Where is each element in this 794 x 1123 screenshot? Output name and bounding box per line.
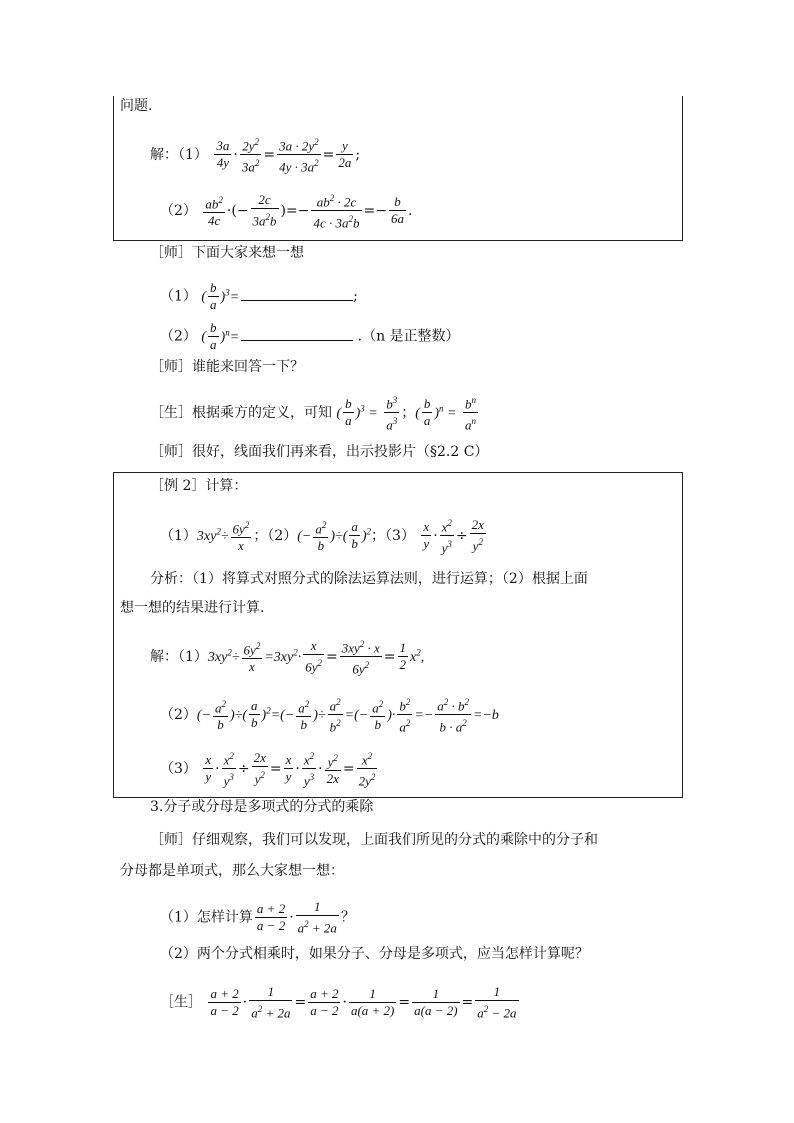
fraction: $\frac{1}{a(a + 2)}$ [350,986,395,1019]
fraction: $\frac{a + 2}{a - 2}$ [256,901,286,934]
think-question-2: （2） ( $\frac{b}{a}$ )$^n$= .（n 是正整数） [160,320,460,352]
example2-solution-3: （3） $\frac{x}{y}$ · $\frac{x^2}{y^3}$ ÷ $\frac{2x}{y^2}$ = $\frac{x}{y}$ · $\frac{x^2}{y^3}$ · $\frac{y^2}{2x}$ = $\frac{x^2}{2y^2}$ [160,748,379,790]
fraction: $\frac{y^2}{2x}$ [325,750,341,787]
section-heading: 3.分子或分母是多项式的分式的乘除 [150,799,374,815]
fraction: $\frac{b}{a}$ [210,280,217,312]
fraction: $\frac{a^2 \cdot b^2}{b \cdot a^2}$ [435,694,471,736]
fraction: $\frac{x}{y}$ [285,752,292,785]
fraction: $\frac{a}{b}$ [251,698,258,731]
teacher-observe-1: ［师］仔细观察，我们可以发现，上面我们所见的分式的乘除中的分子和 [150,832,598,848]
problem-end-text: 问题. [120,98,153,114]
fraction: $\frac{b}{a}$ [423,396,431,429]
fraction: $\frac{3xy^2 \cdot x}{6y^2}$ [340,636,382,678]
fraction: $\frac{1}{2}$ [399,640,407,673]
example2-solution-1: 解：$(1)3xy^2\div$ $\frac{6y^2}{x}$ $=3xy^2\cdot$ $\frac{x}{6y^2}$ = $\frac{3xy^2 \cdot x}{6y^2}$ = $\frac{1}{2}$ $x^2$, [150,636,424,678]
fraction: $\frac{1}{a^2 + 2a}$ [297,899,337,936]
fraction: $\frac{b^3}{a^3}$ [384,392,399,434]
fraction: $\frac{a^2}{b}$ [296,696,311,733]
fraction: $\frac{2x}{y^2}$ [471,517,484,554]
fraction: $\frac{y}{2a}$ [338,138,352,171]
teacher-ask: ［师］谁能来回答一下？ [150,359,304,375]
fraction: $\frac{x}{6y^2}$ [305,638,322,675]
fraction: $\frac{1}{a(a - 2)}$ [414,986,458,1019]
fraction: $\frac{x}{y}$ [423,519,430,552]
fraction: $\frac{a^2}{b^2}$ [328,694,343,736]
fraction: $\frac{ab^2}{4c}$ [203,192,225,229]
solve-label: 解： [150,146,178,163]
answer-blank [241,300,353,301]
fraction: $\frac{x^2}{y^3}$ [440,515,454,557]
fraction: $\frac{2y^2}{3a^2}$ [240,134,262,176]
part-label: （2） [160,202,197,219]
fraction: $\frac{a + 2}{a - 2}$ [310,986,339,1019]
fraction: $\frac{a^2}{b}$ [370,696,385,733]
fraction: $\frac{3a}{4y}$ [216,138,230,171]
example1-solution-line1: 解：（1） $\frac{3a}{4y}$ · $\frac{2y^2}{3a^2}$ = $\frac{3a \cdot 2y^2}{4y \cdot 3a^2}$ = $\frac{y}{2a}$ ; [150,134,360,176]
fraction: $\frac{a^2}{b}$ [213,696,228,733]
teacher-next: ［师］很好，线面我们再来看，出示投影片（§2.2 C） [150,444,489,460]
fraction: $\frac{2x}{y^2}$ [253,750,266,787]
fraction: $\frac{a^2}{b}$ [313,517,328,554]
fraction: $\frac{x^2}{2y^2}$ [357,748,378,790]
fraction: $\frac{3a \cdot 2y^2}{4y \cdot 3a^2}$ [277,134,321,176]
fraction: $\frac{b}{a}$ [345,396,352,429]
fraction: $\frac{x}{y}$ [205,752,212,785]
teacher-think: ［师］下面大家来想一想 [150,245,304,261]
note: （n 是正整数） [362,328,460,345]
answer-blank [241,340,353,341]
fraction: $\frac{x^2}{y^3}$ [302,748,316,790]
fraction: $\frac{6y^2}{x}$ [231,517,252,554]
question-1: （1）怎样计算 $\frac{a + 2}{a - 2}$ · $\frac{1}{a^2 + 2a}$ ？ [160,899,355,936]
part-label: （1） [178,146,208,163]
fraction: $\frac{ab^2 \cdot 2c}{4c \cdot 3a^2b}$ [311,190,361,232]
analysis-line2: 想一想的结果进行计算. [120,600,265,616]
fraction: $\frac{x^2}{y^3}$ [222,748,236,790]
example2-solution-2: （2）(− $\frac{a^2}{b}$ )÷( $\frac{a}{b}$ )$^2$=(− $\frac{a^2}{b}$ )÷ $\frac{a^2}{b^2}$ =(− $\frac{a^2}{b}$ )· $\frac{b^2}{a^2}$ =− $\frac{a^2 \cdot b^2}{b \cdot a^2}$ =−b [160,694,499,736]
student-answer: ［生］根据乘方的定义，可知 ( $\frac{b}{a}$ )$^3$ = $\frac{b^3}{a^3}$ ；( $\frac{b}{a}$ )$^n$ = $\frac{b^n}{a^n}$ [150,392,480,434]
example1-solution-line2: （2） $\frac{ab^2}{4c}$ ·(− $\frac{2c}{3a^2b}$ )=− $\frac{ab^2 \cdot 2c}{4c \cdot 3a^2b}$ =− $\frac{b}{6a}$ . [160,190,412,232]
fraction: $\frac{6y^2}{x}$ [242,638,263,675]
think-question-1: （1） ( $\frac{b}{a}$ )$^3$= ; [160,280,358,312]
fraction: $\frac{a + 2}{a - 2}$ [210,986,239,1019]
fraction: $\frac{b^n}{a^n}$ [463,392,478,434]
fraction: $\frac{b}{6a}$ [390,194,404,227]
teacher-observe-2: 分母都是单项式，那么大家想一想： [120,863,344,879]
fraction: $\frac{b^2}{a^2}$ [397,694,412,736]
fraction: $\frac{2c}{3a^2b}$ [252,192,277,229]
analysis-line1: 分析：（1）将算式对照分式的除法运算法则，进行运算；（2）根据上面 [150,571,588,587]
fraction: $\frac{a}{b}$ [351,519,358,552]
fraction: $\frac{1}{a^2 + 2a}$ [251,984,291,1021]
example2-title: ［例 2］计算： [150,478,248,494]
student-solution: ［生］ $\frac{a + 2}{a - 2}$ · $\frac{1}{a^2 + 2a}$ = $\frac{a + 2}{a - 2}$ · $\frac{1}{a(a + 2)}$ = $\frac{1}{a(a - 2)}$ = $\frac{1}{a^2 - 2a}$ [160,984,517,1021]
fraction: $\frac{1}{a^2 - 2a}$ [477,984,517,1021]
example2-problems: $(1)3xy^2\div$ $\frac{6y^2}{x}$ ；（2）(− $\frac{a^2}{b}$ )÷( $\frac{a}{b}$ )$^2$；（3） $\frac{x}{y}$ · $\frac{x^2}{y^3}$ ÷ $\frac{2x}{y^2}$ [160,515,488,557]
fraction: $\frac{b}{a}$ [210,320,217,352]
question-2: （2）两个分式相乘时，如果分子、分母是多项式，应当怎样计算呢？ [160,946,589,962]
